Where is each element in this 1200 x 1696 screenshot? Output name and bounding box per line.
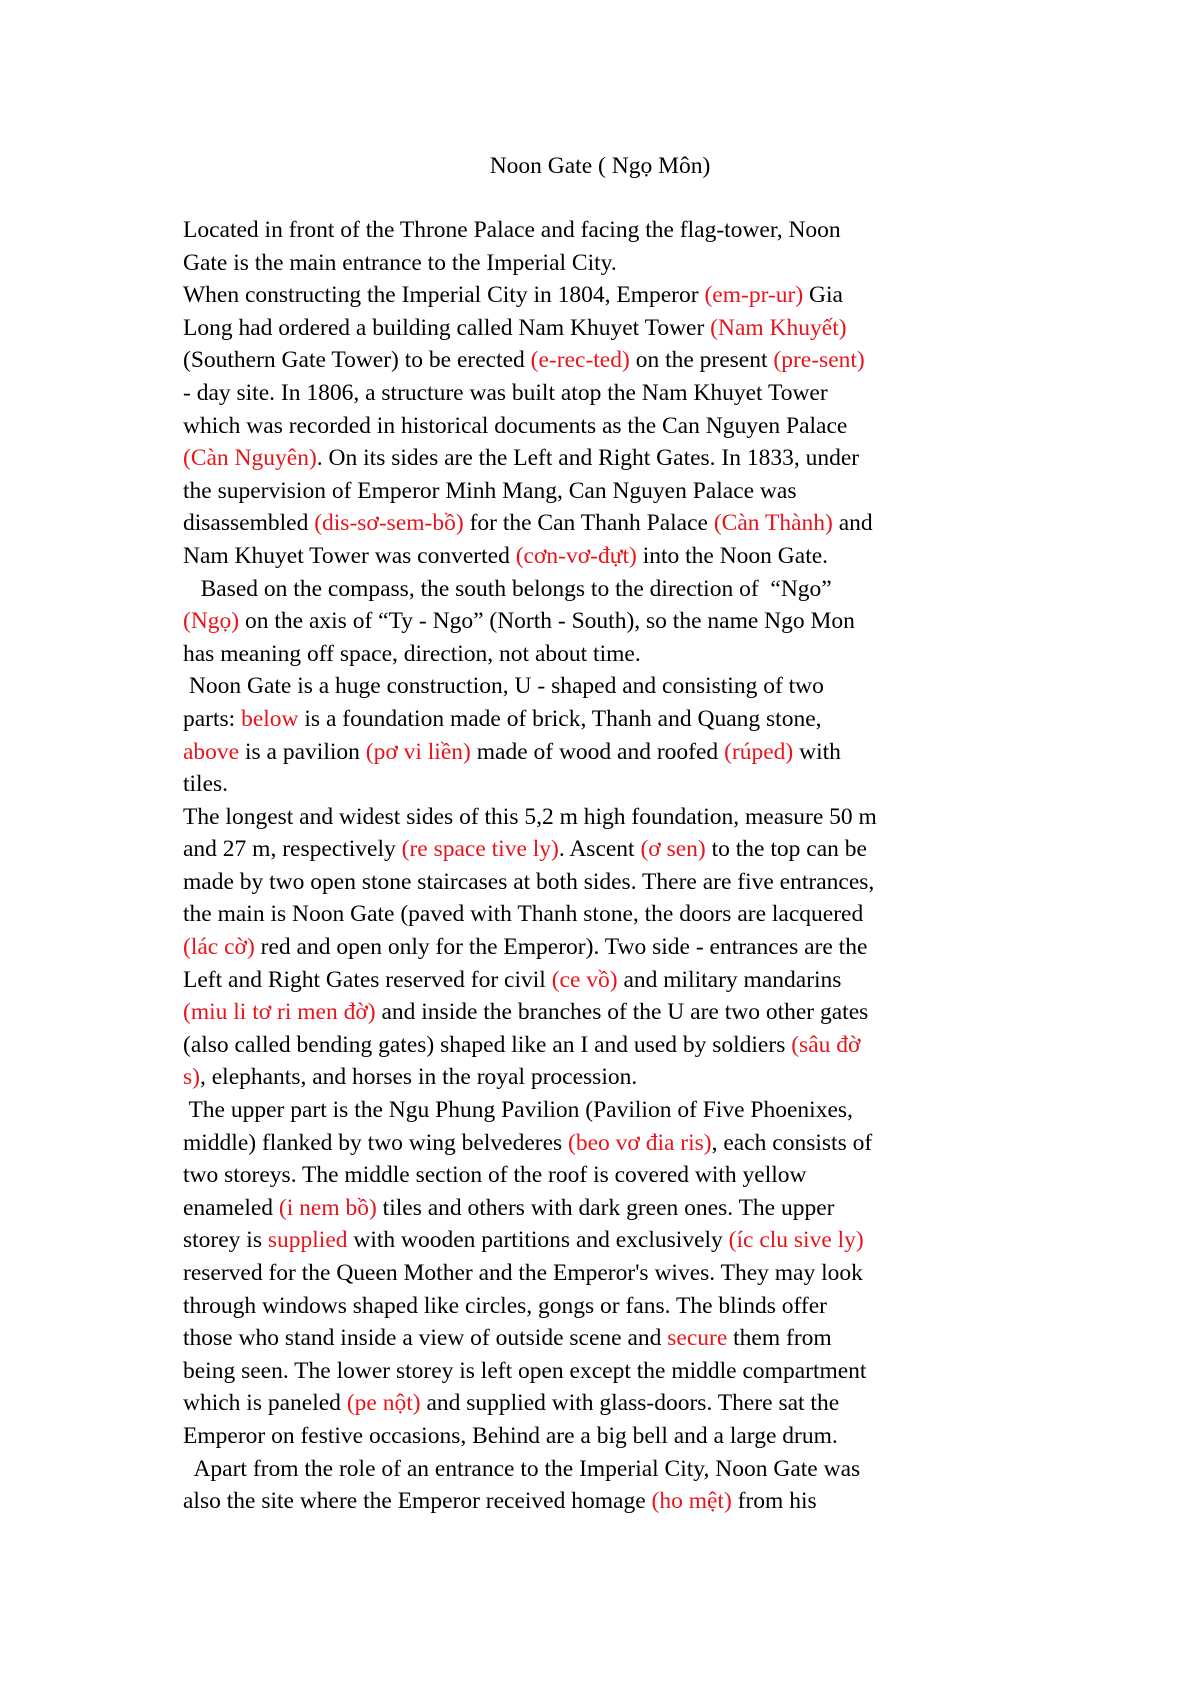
- text-segment: - day site. In 1806, a structure was built atop the Nam Khuyet Tower: [183, 379, 828, 406]
- text-segment: middle) flanked by two wing belvederes: [183, 1129, 569, 1156]
- text-line: [183, 1094, 1043, 1127]
- pronunciation-annotation: (pe nột): [346, 1390, 421, 1417]
- text-line: [183, 344, 1043, 377]
- text-segment: on the present: [629, 347, 774, 374]
- text-segment: with: [793, 738, 841, 765]
- pronunciation-annotation: secure: [667, 1325, 728, 1352]
- text-line: [183, 833, 1043, 866]
- document-body: [183, 214, 1043, 1518]
- text-line: [183, 442, 1043, 475]
- text-segment: and military mandarins: [617, 966, 842, 993]
- text-line: [183, 670, 1043, 703]
- text-line: [183, 1029, 1043, 1062]
- text-line: [183, 279, 1043, 312]
- text-segment: them from: [727, 1325, 832, 1352]
- pronunciation-annotation: (lác cờ): [183, 934, 255, 961]
- text-line: [183, 247, 1043, 280]
- text-segment: Based on the compass, the south belongs to the direction of “Ngo”: [183, 575, 832, 602]
- pronunciation-annotation: (em-pr-ur): [704, 282, 804, 309]
- text-segment: parts:: [183, 705, 242, 732]
- text-line: [183, 1453, 1043, 1486]
- text-segment: , each consists of: [711, 1129, 873, 1156]
- pronunciation-annotation: (ho mệt): [651, 1488, 732, 1515]
- text-line: [183, 1224, 1043, 1257]
- text-segment: tiles and others with dark green ones. The upper: [376, 1194, 835, 1221]
- text-segment: The longest and widest sides of this 5,2 m high foundation, measure 50 m: [183, 803, 877, 830]
- text-segment: the main is Noon Gate (paved with Thanh stone, the doors are lacquered: [183, 901, 864, 928]
- pronunciation-annotation: (Càn Thành): [713, 510, 833, 537]
- pronunciation-annotation: (miu li tơ ri men đờ): [183, 999, 376, 1026]
- pronunciation-annotation: (Càn Nguyên): [183, 445, 317, 472]
- text-line: [183, 1159, 1043, 1192]
- pronunciation-annotation: (sâu đờ: [791, 1031, 861, 1058]
- pronunciation-annotation: (cơn-vơ-đựt): [515, 542, 637, 569]
- pronunciation-annotation: (ơ sen): [640, 836, 706, 863]
- pronunciation-annotation: (Nam Khuyết): [710, 314, 847, 341]
- text-segment: Long had ordered a building called Nam Khuyet Tower: [183, 314, 711, 341]
- text-line: [183, 768, 1043, 801]
- text-line: [183, 736, 1043, 769]
- text-segment: is a pavilion: [239, 738, 366, 765]
- text-segment: which is paneled: [183, 1390, 347, 1417]
- text-line: [183, 931, 1043, 964]
- text-segment: Gate is the main entrance to the Imperial City.: [183, 249, 617, 276]
- text-segment: tiles.: [183, 771, 229, 798]
- text-segment: which was recorded in historical documents as the Can Nguyen Palace: [183, 412, 848, 439]
- text-line: [183, 801, 1043, 834]
- text-segment: made of wood and roofed: [470, 738, 725, 765]
- text-segment: Gia: [803, 282, 843, 309]
- text-segment: and supplied with glass-doors. There sat the: [420, 1390, 840, 1417]
- text-segment: and: [832, 510, 873, 537]
- text-segment: Apart from the role of an entrance to the Imperial City, Noon Gate was: [183, 1455, 861, 1482]
- text-line: [183, 964, 1043, 997]
- text-segment: , elephants, and horses in the royal procession.: [199, 1064, 638, 1091]
- pronunciation-annotation: (ce vồ): [551, 966, 618, 993]
- text-segment: through windows shaped like circles, gongs or fans. The blinds offer: [183, 1292, 827, 1319]
- text-segment: red and open only for the Emperor). Two side - entrances are the: [254, 934, 868, 961]
- pronunciation-annotation: (re space tive ly): [401, 836, 559, 863]
- text-segment: (Southern Gate Tower) to be erected: [183, 347, 531, 374]
- text-segment: (also called bending gates) shaped like an I and used by soldiers: [183, 1031, 792, 1058]
- text-segment: two storeys. The middle section of the roof is covered with yellow: [183, 1162, 807, 1189]
- text-line: [183, 1322, 1043, 1355]
- text-line: [183, 1387, 1043, 1420]
- text-line: [183, 1061, 1043, 1094]
- pronunciation-annotation: s): [183, 1064, 200, 1091]
- text-line: [183, 996, 1043, 1029]
- text-line: [183, 638, 1043, 671]
- text-segment: the supervision of Emperor Minh Mang, Can Nguyen Palace was: [183, 477, 797, 504]
- text-segment: and inside the branches of the U are two other gates: [375, 999, 869, 1026]
- text-segment: from his: [731, 1488, 817, 1515]
- document-title: Noon Gate ( Ngọ Môn): [489, 153, 711, 179]
- text-segment: When constructing the Imperial City in 1804, Emperor: [183, 282, 705, 309]
- text-segment: storey is: [183, 1227, 268, 1254]
- text-segment: to the top can be: [705, 836, 867, 863]
- pronunciation-annotation: (pơ vi liền): [365, 738, 471, 765]
- text-segment: and 27 m, respectively: [183, 836, 402, 863]
- pronunciation-annotation: (beo vơ đia ris): [568, 1129, 712, 1156]
- text-segment: with wooden partitions and exclusively: [347, 1227, 729, 1254]
- pronunciation-annotation: supplied: [267, 1227, 348, 1254]
- text-line: [183, 1355, 1043, 1388]
- text-line: [183, 866, 1043, 899]
- text-segment: Noon Gate is a huge construction, U - shaped and consisting of two: [183, 673, 824, 700]
- text-segment: made by two open stone staircases at both sides. There are five entrances,: [183, 868, 875, 895]
- text-segment: being seen. The lower storey is left open except the middle compartment: [183, 1357, 867, 1384]
- pronunciation-annotation: above: [183, 738, 240, 765]
- pronunciation-annotation: below: [241, 705, 299, 732]
- text-line: [183, 377, 1043, 410]
- text-segment: disassembled: [183, 510, 315, 537]
- text-line: [183, 475, 1043, 508]
- text-segment: also the site where the Emperor received homage: [183, 1488, 652, 1515]
- text-line: [183, 703, 1043, 736]
- pronunciation-annotation: (dis-sơ-sem-bồ): [314, 510, 464, 537]
- text-line: [183, 507, 1043, 540]
- text-line: [183, 312, 1043, 345]
- text-segment: those who stand inside a view of outside scene and: [183, 1325, 668, 1352]
- text-line: [183, 1485, 1043, 1518]
- text-segment: The upper part is the Ngu Phung Pavilion (Pavilion of Five Phoenixes,: [183, 1097, 853, 1124]
- pronunciation-annotation: (i nem bồ): [278, 1194, 377, 1221]
- pronunciation-annotation: (e-rec-ted): [530, 347, 630, 374]
- text-line: [183, 1192, 1043, 1225]
- pronunciation-annotation: (pre-sent): [773, 347, 865, 374]
- pronunciation-annotation: (íc clu sive ly): [728, 1227, 864, 1254]
- text-line: [183, 410, 1043, 443]
- text-segment: . Ascent: [558, 836, 641, 863]
- pronunciation-annotation: (rúped): [724, 738, 794, 765]
- text-segment: Located in front of the Throne Palace and facing the flag-tower, Noon: [183, 217, 841, 243]
- text-segment: reserved for the Queen Mother and the Emperor's wives. They may look: [183, 1260, 863, 1286]
- text-segment: enameled: [183, 1194, 279, 1221]
- text-segment: Nam Khuyet Tower was converted: [183, 542, 516, 569]
- text-line: [183, 898, 1043, 931]
- text-segment: on the axis of “Ty - Ngo” (North - South), so the name Ngo Mon: [239, 608, 855, 635]
- text-line: [183, 540, 1043, 573]
- text-segment: Emperor on festive occasions, Behind are a big bell and a large drum.: [183, 1422, 838, 1449]
- text-segment: for the Can Thanh Palace: [463, 510, 714, 537]
- text-line: [183, 1290, 1043, 1323]
- text-segment: Left and Right Gates reserved for civil: [183, 966, 552, 993]
- text-line: [183, 1420, 1043, 1453]
- text-line: [183, 573, 1043, 606]
- text-line: [183, 605, 1043, 638]
- text-segment: is a foundation made of brick, Thanh and Quang stone,: [298, 705, 822, 732]
- text-line: [183, 1127, 1043, 1160]
- pronunciation-annotation: (Ngọ): [183, 608, 240, 635]
- text-line: [183, 214, 1043, 247]
- text-line: [183, 1257, 1043, 1290]
- text-segment: . On its sides are the Left and Right Gates. In 1833, under: [316, 445, 860, 472]
- text-segment: into the Noon Gate.: [636, 542, 829, 569]
- text-segment: has meaning off space, direction, not about time.: [183, 640, 641, 667]
